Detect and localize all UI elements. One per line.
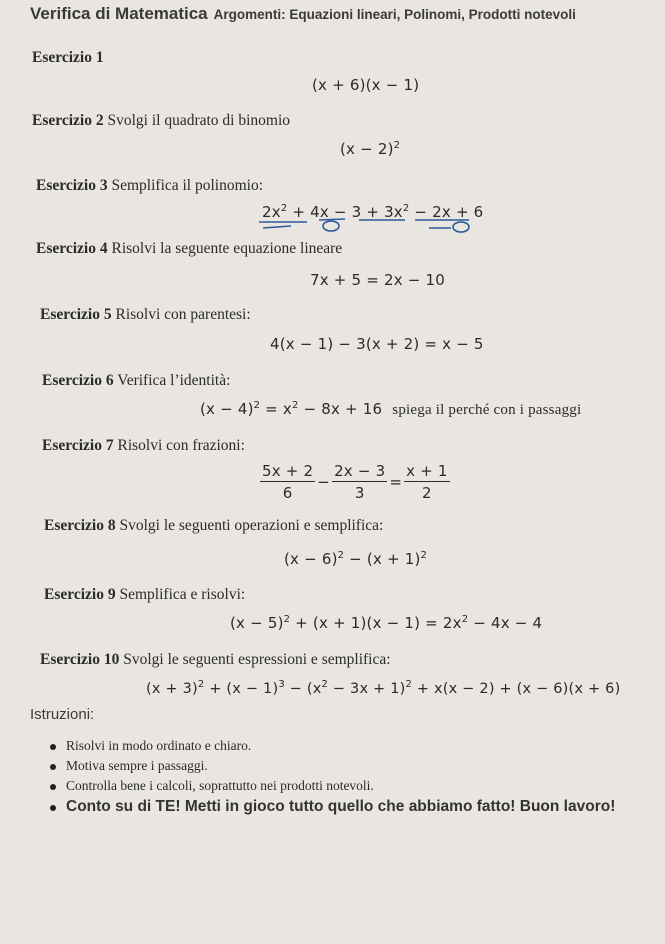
exercise-9-formula: $(x - 5)^2 + (x + 1)(x - 1) = 2x^2 - 4x - 4$ (230, 614, 543, 632)
exercise-10-label (40, 651, 391, 669)
exercise-4-formula: 7x + 5 = 2x − 10 (310, 271, 445, 289)
exercise-2-label (32, 112, 290, 130)
instructions-list (66, 738, 615, 816)
bullet-icon (50, 744, 56, 750)
exercise-4-instruction: Risolvi la seguente equazione lineare (111, 240, 343, 257)
fraction-3: $\frac{x + 1}{2}$ (406, 462, 448, 502)
exercise-7-label (42, 437, 245, 455)
exercise-4-label (36, 240, 342, 258)
exercise-5-formula: 4(x − 1) − 3(x + 2) = x − 5 (270, 335, 484, 353)
exercise-8-label (44, 517, 383, 535)
exercise-7-instruction: Risolvi con frazioni: (117, 437, 245, 454)
exercise-10-formula: $(x + 3)^2 + (x - 1)^3 - (x^2 - 3x + 1)^2 + x(x - 2) + (x - 6)(x + 6)$ (146, 679, 621, 697)
exercise-6-note: spiega il perché con i passaggi (392, 402, 582, 418)
exercise-3-instruction: Semplifica il polinomio: (111, 177, 264, 194)
exercise-1-formula: (x + 6)(x − 1) (312, 76, 420, 94)
instructions-title: Istruzioni: (30, 706, 95, 723)
header (30, 4, 660, 24)
exercise-2-instruction: Svolgi il quadrato di binomio (107, 112, 291, 129)
exercise-2-number: Esercizio 2 (32, 112, 104, 129)
exercise-5-number: Esercizio 5 (40, 306, 112, 323)
page-title: Verifica di Matematica (30, 4, 208, 23)
exercise-7-formula: $\frac{5x + 2}{6}$ − $\frac{2x - 3}{3}$ = $\frac{x + 1}{2}$ (262, 462, 448, 502)
instruction-item: Controlla bene i calcoli, soprattutto nei prodotti notevoli. (66, 778, 615, 798)
exercise-9-instruction: Semplifica e risolvi: (119, 586, 246, 603)
exercise-6-formula: $(x - 4)^2 = x^2 - 8x + 16$ spiega il perché con i passaggi (200, 400, 582, 418)
exercise-9-label (44, 586, 245, 604)
exercise-6-number: Esercizio 6 (42, 372, 114, 389)
exercise-5-label (40, 306, 251, 324)
exercise-7-number: Esercizio 7 (42, 437, 114, 454)
bullet-icon (50, 764, 56, 770)
exercise-10-instruction: Svolgi le seguenti espressioni e semplifica: (123, 651, 391, 668)
exercise-2-formula: $(x - 2)^2$ (340, 140, 401, 158)
bullet-icon (50, 805, 56, 811)
exercise-5-instruction: Risolvi con parentesi: (115, 306, 251, 323)
exercise-6-instruction: Verifica l’identità: (117, 372, 231, 389)
exercise-8-formula: $(x - 6)^2 - (x + 1)^2$ (284, 550, 428, 568)
exercise-3-number: Esercizio 3 (36, 177, 108, 194)
exercise-3-formula: $2x^2 + 4x - 3 + 3x^2 - 2x + 6$ (262, 203, 484, 221)
instruction-item: Risolvi in modo ordinato e chiaro. (66, 738, 615, 758)
fraction-1: $\frac{5x + 2}{6}$ (262, 462, 314, 502)
exercise-8-number: Esercizio 8 (44, 517, 116, 534)
exercise-8-instruction: Svolgi le seguenti operazioni e semplifica: (119, 517, 384, 534)
instruction-item: Conto su di TE! Metti in gioco tutto quello che abbiamo fatto! Buon lavoro! (66, 798, 615, 816)
handwritten-underline-marks (255, 214, 485, 236)
exercise-3-label (36, 177, 263, 195)
exercise-1-label (32, 49, 104, 67)
fraction-2: $\frac{2x - 3}{3}$ (334, 462, 386, 502)
exercise-1-number: Esercizio 1 (32, 49, 104, 66)
exercise-9-number: Esercizio 9 (44, 586, 116, 603)
exercise-6-label (42, 372, 230, 390)
exercise-10-number: Esercizio 10 (40, 651, 120, 668)
topics: Argomenti: Equazioni lineari, Polinomi, Prodotti notevoli (213, 7, 576, 22)
bullet-icon (50, 784, 56, 790)
instruction-item: Motiva sempre i passaggi. (66, 758, 615, 778)
exercise-4-number: Esercizio 4 (36, 240, 108, 257)
